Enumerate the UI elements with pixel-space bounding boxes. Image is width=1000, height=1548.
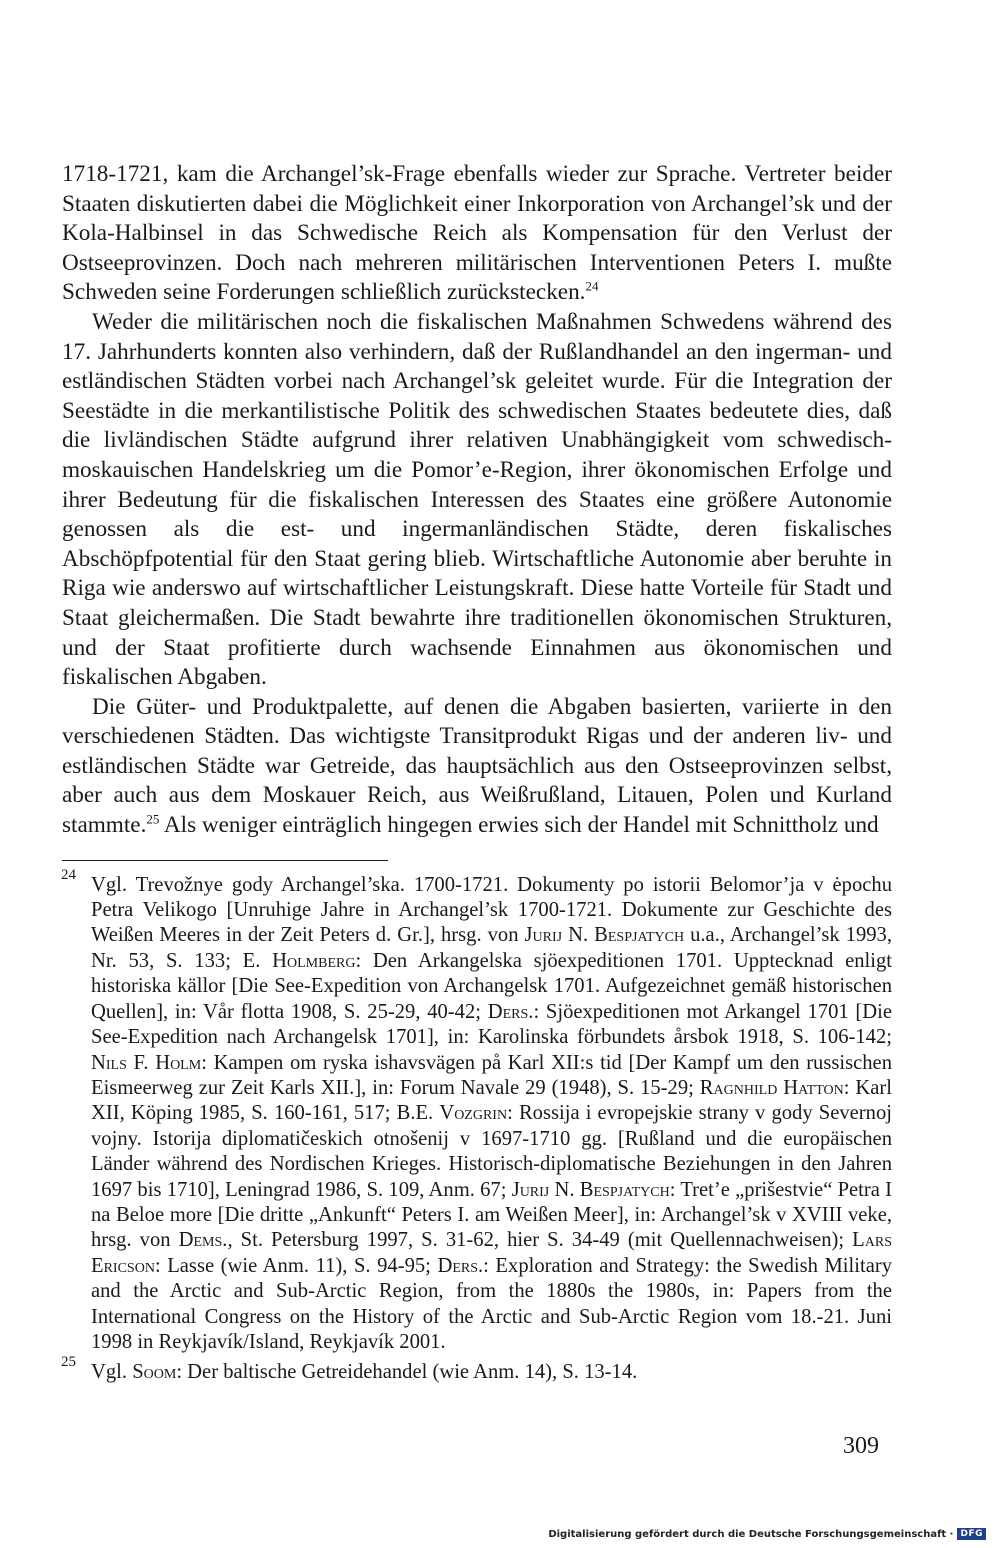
page-content	[62, 160, 892, 1386]
paragraph-1: 1718-1721, kam die Archangel’sk-Frage ebenfalls wieder zur Sprache. Vertreter beider Staaten diskutierten dabei die Möglichkeit einer Inkorporation von Archangel’sk und der Kola-Halbinsel in das Schwedische Reich als Kompensation für den Verlust der Ostseeprovinzen. Doch nach mehreren militärischen Interventionen Peters I. mußte Schweden seine Forderungen schließlich zurückstecken.$^{24}$	[62, 161, 892, 306]
footnote-text: Vgl. Trevožnye gody Archangel’ska. 1700-1721. Dokumenty po istorii Belomor’ja v ėpochu Petra Velikogo [Unruhige Jahre in Archangel’sk 1700-1721. Dokumente zur Geschichte des Weißen Meeres in der Zeit Peters d. Gr.], hrsg. von Jurij N. Bespjatych u.a., Archangel’sk 1993, Nr. 53, S. 133; E. Holmberg: Den Arkangelska sjöexpeditionen 1701. Upptecknad enligt historiska källor [Die See-Expedition von Archangelsk 1701. Aufgezeichnet gemäß historischen Quellen], in: Vår flotta 1908, S. 25-29, 40-42; Ders.: Sjöexpeditionen mot Arkangel 1701 [Die See-Expedition nach Archangelsk 1701], in: Karolinska förbundets årsbok 1918, S. 106-142; Nils F. Holm: Kampen om ryska ishavsvägen på Karl XII:s tid [Der Kampf um den russischen Eismeerweg zur Zeit Karls XII.], in: Forum Navale 29 (1948), S. 15-29; Ragnhild Hatton: Karl XII, Köping 1985, S. 160-161, 517; B.E. Vozgrin: Rossija i evropejskie strany v gody Severnoj vojny. Istorija diplomatičeskich otnošenij v 1697-1710 gg. [Rußland und die europäischen Länder während des Nordischen Krieges. Historisch-diplomatische Beziehungen in den Jahren 1697 bis 1710], Leningrad 1986, S. 109, Anm. 67; Jurij N. Bespjatych: Tret’e „prišestvie“ Petra I na Beloe more [Die dritte „Ankunft“ Peters I. am Weißen Meer], in: Archangel’sk v XVIII veke, hrsg. von Dems., St. Petersburg 1997, S. 31-62, hier S. 34-49 (mit Quellennachweisen); Lars Ericson: Lasse (wie Anm. 11), S. 94-95; Ders.: Exploration and Strategy: the Swedish Military and the Arctic and Sub-Arctic Region, from the 1880s the 1980s, in: Papers from the International Congress on the History of the Arctic and Sub-Arctic Region vom 18.-21. Juni 1998 in Reykjavík/Island, Reykjavík 2001.	[91, 873, 893, 1353]
footnote-text: Vgl. Soom: Der baltische Getreidehandel (wie Anm. 14), S. 13-14.	[91, 1361, 638, 1384]
body-text	[62, 160, 892, 841]
footnote-24	[61, 866, 893, 1356]
paragraph-2: Weder die militärischen noch die fiskalischen Maßnahmen Schwedens während des 17. Jahrhunderts konnten also verhindern, daß der Rußlandhandel an den ingerman- und estländischen Städten vorbei nach Archangel’sk geleitet wurde. Für die Integration der Seestädte in die merkantilistische Politik des schwedischen Staates bedeutete dies, daß die livländischen Städte aufgrund ihrer relativen Unabhängigkeit vom schwedisch-moskauischen Handelskrieg um die Pomor’e-Region, ihrer ökonomischen Erfolge und ihrer Bedeutung für die fiskalischen Interessen des Staates eine größere Autonomie genossen als die est- und ingermanländischen Städte, deren fiskalisches Abschöpfpotential für den Staat gering blieb. Wirtschaftliche Autonomie aber beruhte in Riga wie anderswo auf wirtschaftlicher Leistungskraft. Diese hatte Vorteile für Stadt und Staat gleichermaßen. Die Stadt bewahrte ihre traditionellen ökonomischen Strukturen, und der Staat profitierte durch wachsende Einnahmen aus ökonomischen und fiskalischen Abgaben.	[62, 308, 892, 691]
page-number: 309	[843, 1433, 879, 1459]
digitization-notice	[548, 1528, 986, 1540]
footnote-separator	[62, 860, 388, 861]
footnote-25	[61, 1354, 892, 1385]
digitization-notice-text: Digitalisierung gefördert durch die Deutsche Forschungsgemeinschaft ·	[548, 1528, 954, 1540]
paragraph-3: Die Güter- und Produktpalette, auf denen die Abgaben basierten, variierte in den verschiedenen Städten. Das wichtigste Transitprodukt Rigas und der anderen liv- und estländischen Städte war Getreide, das hauptsächlich aus den Ostseeprovinzen selbst, aber auch aus dem Moskauer Reich, aus Weißrußland, Litauen, Polen und Kurland stammte.$^{25}$ Als weniger einträglich hingegen erwies sich der Handel mit Schnittholz und	[62, 693, 892, 839]
footnote-ref-25[interactable]: 25	[146, 811, 160, 827]
footnote-number: 24	[61, 866, 76, 883]
dfg-logo-icon: DFG	[957, 1528, 986, 1540]
footnote-number: 25	[61, 1354, 76, 1371]
footnote-ref-24[interactable]: 24	[585, 278, 599, 294]
